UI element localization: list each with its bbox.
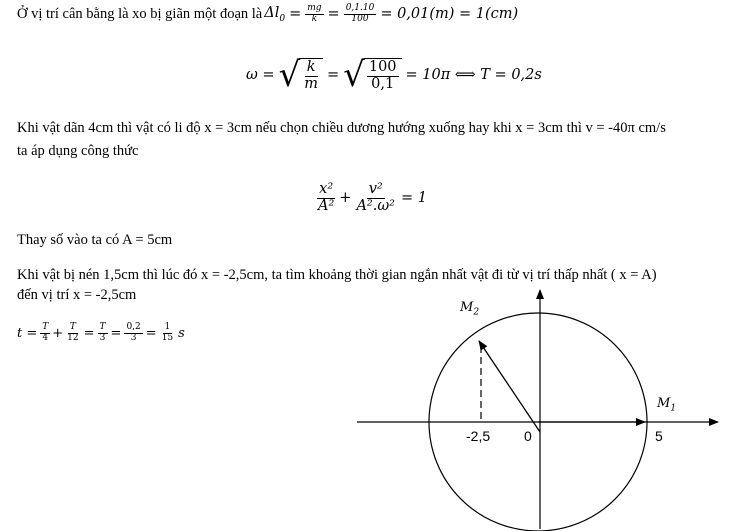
label-amplitude-5: 5 <box>655 428 663 444</box>
paragraph-amplitude: Thay số vào ta có A = 5cm <box>17 232 173 248</box>
label-origin: 0 <box>524 428 532 444</box>
label-minus-2-5: -2,5 <box>466 428 491 444</box>
paragraph-displacement: Khi vật dãn 4cm thì vật có li độ x = 3cm nếu chọn chiều dương hướng xuống hay khi x = 3cm thì v = -40π cm/s <box>17 120 666 136</box>
paragraph-apply-formula: ta áp dụng công thức <box>17 143 139 159</box>
vector-om2 <box>479 341 540 432</box>
sqrt-k-over-m: √ $\frac{k}{m}$ <box>279 58 323 92</box>
energy-formula: $\frac{\text{x²}}{\text{A²}}$ + $\frac{\text{v²}}{\text{A².ω²}}$ = 1 <box>318 181 427 214</box>
omega-equation: ω = √ $\frac{k}{m}$ = √ $\frac{100}{0,1}$ = 10π ⟺ T = 0,2s <box>246 55 542 95</box>
equilibrium-text: Ở vị trí cân bằng là xo bị giãn một đoạn là <box>17 5 263 22</box>
sqrt-100-over-01: √ $\frac{100}{0,1}$ <box>343 58 401 92</box>
paragraph-target-position: đến vị trí x = -2,5cm <box>17 287 137 303</box>
label-m2: $M_2$ <box>460 300 480 318</box>
paragraph-compression: Khi vật bị nén 1,5cm thì lúc đó x = -2,5cm, ta tìm khoảng thời gian ngắn nhất vật đi từ vị trí thấp nhất ( x = A) <box>17 267 657 283</box>
fraction-values: $\frac{0,1.10}{100}$ <box>345 3 375 24</box>
time-equation: t = $\frac{T}{4}$ + $\frac{T}{12}$ = $\frac{T}{3}$ = $\frac{0,2}{3}$ = $\frac{1}{15}$ s <box>17 322 185 343</box>
fraction-mg-k: $\frac{mg}{k}$ <box>307 3 322 24</box>
delta-l-result: = 0,01(m) = 1(cm) <box>380 6 519 22</box>
delta-l: $\Delta l_0$ <box>264 4 286 24</box>
omega-result: = 10π ⟺ T = 0,2s <box>405 67 542 83</box>
label-m1: $M_1$ <box>657 396 677 414</box>
equilibrium-line: Ở vị trí cân bằng là xo bị giãn một đoạn là $\Delta l_0$ = $\frac{mg}{k}$ = $\frac{0,1.10}{100}$ = 0,01(m) = 1(cm) <box>17 3 519 24</box>
